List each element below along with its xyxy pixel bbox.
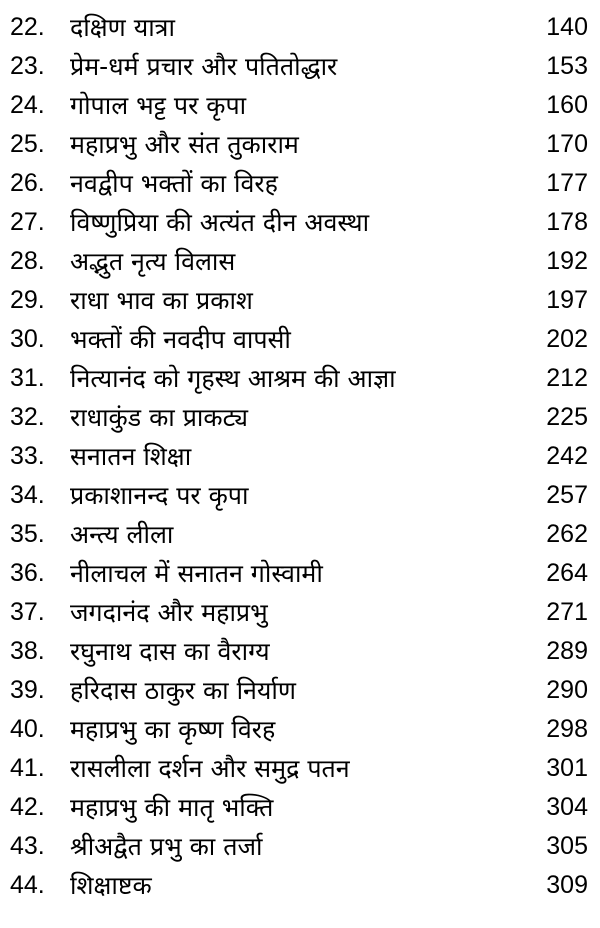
toc-row: [0, 8, 600, 47]
toc-row: [0, 515, 600, 554]
chapter-title: विष्णुप्रिया की अत्यंत दीन अवस्था: [70, 208, 370, 237]
page-number: 289: [546, 637, 588, 665]
page-number: 290: [546, 676, 588, 704]
toc-row: [0, 125, 600, 164]
page-number: 192: [546, 247, 588, 275]
page-number: 271: [546, 598, 588, 626]
chapter-number: 29.: [10, 286, 45, 314]
toc-row: [0, 827, 600, 866]
chapter-number: 39.: [10, 676, 45, 704]
chapter-number: 25.: [10, 130, 45, 158]
toc-row: [0, 86, 600, 125]
chapter-number: 30.: [10, 325, 45, 353]
chapter-number: 31.: [10, 364, 45, 392]
table-of-contents: [0, 8, 600, 905]
chapter-number: 40.: [10, 715, 45, 743]
chapter-number: 23.: [10, 52, 45, 80]
page-number: 298: [546, 715, 588, 743]
chapter-number: 37.: [10, 598, 45, 626]
page-number: 242: [546, 442, 588, 470]
page-number: 304: [546, 793, 588, 821]
page-number: 257: [546, 481, 588, 509]
chapter-title: राधाकुंड का प्राकट्य: [70, 403, 248, 432]
toc-row: [0, 710, 600, 749]
chapter-title: शिक्षाष्टक: [70, 871, 152, 900]
toc-row: [0, 320, 600, 359]
toc-row: [0, 437, 600, 476]
page-number: 197: [546, 286, 588, 314]
chapter-number: 35.: [10, 520, 45, 548]
chapter-number: 43.: [10, 832, 45, 860]
toc-row: [0, 164, 600, 203]
chapter-title: प्रकाशानन्द पर कृपा: [70, 481, 249, 510]
chapter-title: अद्भुत नृत्य विलास: [70, 247, 236, 276]
page-number: 225: [546, 403, 588, 431]
chapter-title: हरिदास ठाकुर का निर्याण: [70, 676, 296, 705]
page-number: 264: [546, 559, 588, 587]
toc-row: [0, 788, 600, 827]
chapter-title: रघुनाथ दास का वैराग्य: [70, 637, 270, 666]
toc-row: [0, 866, 600, 905]
toc-row: [0, 476, 600, 515]
toc-row: [0, 554, 600, 593]
chapter-title: महाप्रभु का कृष्ण विरह: [70, 715, 276, 744]
page-number: 212: [546, 364, 588, 392]
toc-row: [0, 749, 600, 788]
chapter-number: 24.: [10, 91, 45, 119]
toc-row: [0, 242, 600, 281]
chapter-number: 22.: [10, 13, 45, 41]
chapter-title: दक्षिण यात्रा: [70, 13, 175, 42]
page-number: 305: [546, 832, 588, 860]
toc-row: [0, 281, 600, 320]
page-number: 178: [546, 208, 588, 236]
chapter-title: रासलीला दर्शन और समुद्र पतन: [70, 754, 350, 783]
page-number: 262: [546, 520, 588, 548]
chapter-title: प्रेम-धर्म प्रचार और पतितोद्धार: [70, 52, 338, 81]
chapter-number: 27.: [10, 208, 45, 236]
toc-row: [0, 671, 600, 710]
page-number: 301: [546, 754, 588, 782]
chapter-title: नीलाचल में सनातन गोस्वामी: [70, 559, 323, 588]
chapter-title: राधा भाव का प्रकाश: [70, 286, 253, 315]
chapter-title: सनातन शिक्षा: [70, 442, 192, 471]
chapter-number: 41.: [10, 754, 45, 782]
chapter-number: 28.: [10, 247, 45, 275]
chapter-title: अन्त्य लीला: [70, 520, 174, 549]
chapter-number: 32.: [10, 403, 45, 431]
chapter-title: भक्तों की नवदीप वापसी: [70, 325, 291, 354]
toc-row: [0, 593, 600, 632]
page-number: 202: [546, 325, 588, 353]
chapter-number: 44.: [10, 871, 45, 899]
toc-row: [0, 398, 600, 437]
toc-row: [0, 47, 600, 86]
page-number: 140: [546, 13, 588, 41]
page-number: 153: [546, 52, 588, 80]
chapter-title: श्रीअद्वैत प्रभु का तर्जा: [70, 832, 263, 861]
chapter-number: 34.: [10, 481, 45, 509]
chapter-title: नवद्वीप भक्तों का विरह: [70, 169, 278, 198]
chapter-title: महाप्रभु और संत तुकाराम: [70, 130, 299, 159]
page-number: 160: [546, 91, 588, 119]
chapter-title: जगदानंद और महाप्रभु: [70, 598, 268, 627]
chapter-number: 26.: [10, 169, 45, 197]
page-number: 309: [546, 871, 588, 899]
chapter-title: महाप्रभु की मातृ भक्ति: [70, 793, 274, 822]
chapter-title: गोपाल भट्ट पर कृपा: [70, 91, 247, 120]
toc-row: [0, 632, 600, 671]
page-number: 170: [546, 130, 588, 158]
chapter-title: नित्यानंद को गृहस्थ आश्रम की आज्ञा: [70, 364, 396, 393]
page-number: 177: [546, 169, 588, 197]
toc-row: [0, 359, 600, 398]
chapter-number: 38.: [10, 637, 45, 665]
chapter-number: 36.: [10, 559, 45, 587]
chapter-number: 42.: [10, 793, 45, 821]
toc-row: [0, 203, 600, 242]
chapter-number: 33.: [10, 442, 45, 470]
